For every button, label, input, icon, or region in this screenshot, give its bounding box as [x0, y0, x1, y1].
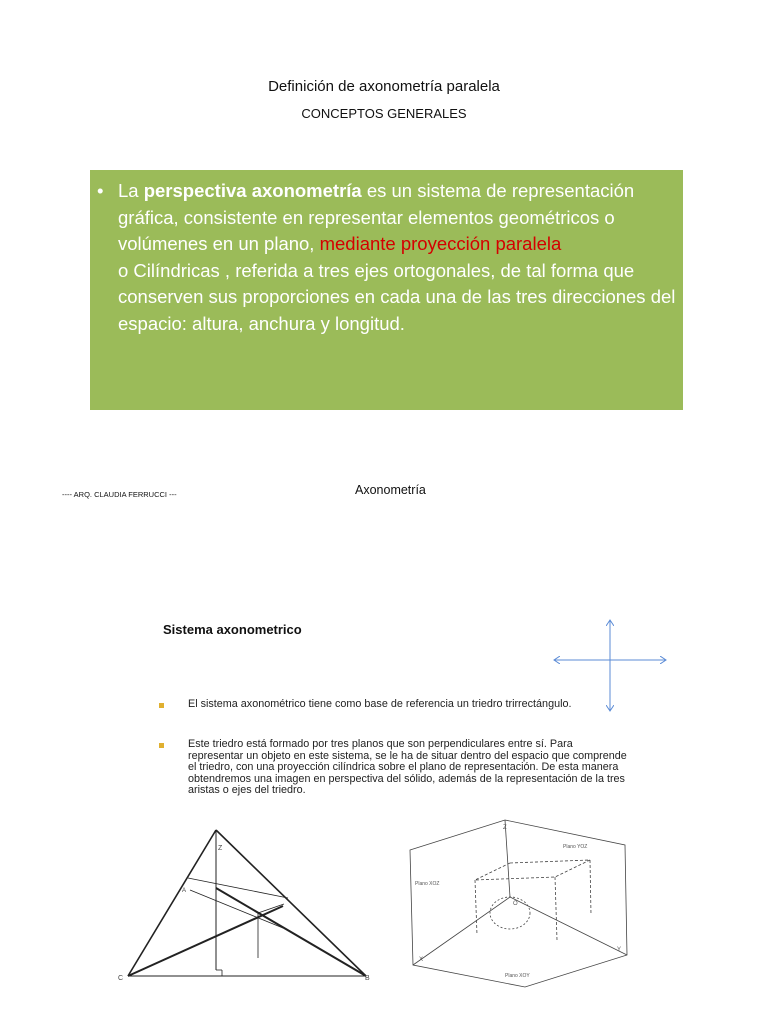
triedro-cube-figure	[405, 815, 635, 990]
definition-text	[97, 178, 678, 337]
figure2-label-plano-yoz: Plano YOZ	[563, 844, 588, 850]
figure2-label-plano-xoz: Plano XOZ	[415, 881, 440, 887]
figure1-label-c: C	[118, 975, 124, 982]
section-label: Axonometría	[355, 483, 426, 497]
figure2-label-plano-xoy: Plano XOY	[505, 973, 530, 979]
bullet-icon: •	[97, 180, 104, 201]
definition-box	[90, 170, 683, 410]
definition-part-1: La	[118, 180, 144, 201]
figure2-label-x: X	[419, 957, 424, 963]
definition-term: perspectiva axonometría	[143, 180, 362, 201]
page-subtitle: CONCEPTOS GENERALES	[301, 106, 467, 121]
triangle-projection-figure	[118, 818, 378, 988]
author-credit: ---- ARQ. CLAUDIA FERRUCCI ---	[62, 490, 177, 499]
figure1-label-a: A	[182, 888, 187, 894]
slide-title: Sistema axonometrico	[163, 622, 302, 637]
figure2-label-y: Y	[617, 947, 622, 953]
figure2-label-z: Z	[503, 825, 507, 831]
page-title: Definición de axonometría paralela	[268, 78, 500, 95]
bullet-square-icon	[159, 743, 164, 748]
figure1-label-z: Z	[218, 845, 223, 852]
bullet-square-icon	[159, 703, 164, 708]
slide-bullet-1: El sistema axonométrico tiene como base de referencia un triedro trirrectángulo.	[188, 698, 572, 710]
definition-highlight: mediante proyección paralela	[319, 233, 562, 254]
figure1-label-b: B	[365, 975, 370, 982]
definition-part-5: o Cilíndricas , referida a tres ejes ortogonales, de tal forma que conserven sus proporciones en cada una de las tres direcciones del espacio: altura, anchura y longitud.	[118, 259, 676, 334]
figure2-label-origin: O	[513, 901, 518, 907]
definition-part-3: es un sistema de representación gráfica, consistente en representar elementos geométricos o volúmenes en un plano,	[118, 180, 635, 254]
slide-bullet-2: Este triedro está formado por tres planos que son perpendiculares entre sí. Para representar un objeto en este sistema, se le ha de situar dentro del espacio que comprende el triedro, con una proyección cilíndrica sobre el plano de representación. De esta manera obtendremos una imagen en perspectiva del sólido, además de la representación de la tres aristas o ejes del triedro.	[188, 738, 627, 796]
